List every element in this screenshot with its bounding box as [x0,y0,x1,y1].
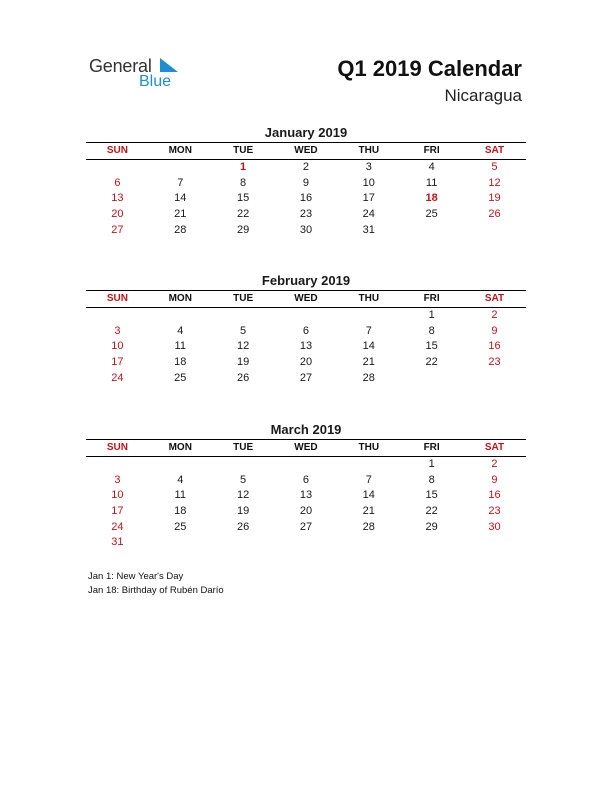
day-cell: 28 [362,371,375,384]
day-cell: 29 [236,223,250,236]
day-cell: 4 [177,324,184,337]
day-cell: 26 [236,520,250,533]
day-cell: 17 [111,505,124,518]
weekday-label: SUN [106,442,128,453]
day-cell: 21 [174,208,187,221]
weekday-label: WED [294,293,318,304]
day-cell: 1 [428,309,435,321]
week-row [86,504,526,520]
day-cell [275,535,338,551]
day-cell: 16 [299,192,313,205]
day-cell: 24 [362,208,375,221]
weekday-label: THU [358,293,380,304]
day-cell: 22 [425,505,438,518]
week-row [86,176,526,192]
day-cell: 5 [240,473,247,486]
day-cell: 1 [240,161,247,173]
day-cell: 6 [302,324,310,337]
day-cell [337,457,400,473]
week-row [86,160,526,176]
day-cell: 4 [177,473,184,486]
day-cell: 24 [111,520,124,533]
week-row [86,207,526,223]
week-row [86,339,526,355]
day-cell [400,535,463,551]
week-row [86,457,526,473]
day-cell: 19 [488,192,501,205]
day-cell: 20 [111,208,124,221]
day-cell: 25 [174,520,187,533]
day-cell [212,308,275,324]
day-cell [275,457,338,473]
day-cell: 17 [111,356,124,369]
day-cell: 7 [365,473,372,486]
logo-triangle-icon [160,58,178,72]
day-cell: 23 [299,208,313,221]
calendar-grid [86,290,526,386]
day-cell [212,457,275,473]
weekday-header [86,440,526,457]
holiday-notes [88,570,224,598]
week-row [86,371,526,387]
day-cell [463,223,526,239]
day-cell [400,223,463,239]
week-row [86,535,526,551]
day-cell: 20 [299,356,313,369]
month-january [86,124,526,238]
weekday-label: THU [358,442,380,453]
weekday-label: TUE [233,293,254,304]
day-cell [149,308,212,324]
day-cell: 2 [491,309,498,321]
day-cell: 28 [174,223,187,236]
week-row [86,191,526,207]
weekday-label: MON [168,442,192,453]
day-cell: 29 [425,520,438,533]
day-cell [463,371,526,387]
day-cell: 10 [111,489,124,502]
weekday-label: WED [294,442,318,453]
day-cell: 18 [174,505,187,518]
day-cell: 27 [299,371,313,384]
day-cell: 19 [236,505,250,518]
day-cell: 18 [174,356,187,369]
day-cell [212,535,275,551]
weekday-label: SUN [106,293,128,304]
day-cell: 10 [362,176,375,189]
day-cell [149,535,212,551]
weekday-label: THU [358,145,380,156]
week-row [86,324,526,340]
day-cell: 8 [240,176,247,189]
day-cell: 31 [111,536,124,549]
day-cell: 26 [488,208,501,221]
weekday-label: MON [168,145,192,156]
calendar-grid [86,439,526,551]
day-cell: 12 [236,489,250,502]
week-row [86,355,526,371]
weekday-header [86,143,526,160]
day-cell: 6 [114,176,121,189]
month-title: January 2019 [264,125,348,140]
day-cell [275,308,338,324]
day-cell [400,371,463,387]
day-cell: 23 [488,356,501,369]
day-cell: 21 [362,356,375,369]
day-cell: 12 [488,176,501,189]
day-cell [86,457,149,473]
day-cell: 8 [428,324,435,337]
day-cell: 9 [491,473,498,486]
calendar-grid [86,142,526,238]
day-cell: 13 [299,340,313,353]
day-cell [86,308,149,324]
weekday-label: FRI [423,442,440,453]
day-cell: 14 [362,489,375,502]
page-title: Q1 2019 Calendar [337,56,522,81]
holiday-note: Jan 1: New Year's Day [88,571,184,582]
week-row [86,488,526,504]
weekday-label: TUE [233,442,254,453]
day-cell: 18 [425,192,438,205]
logo-blue-text: Blue [139,73,172,90]
weekday-label: SAT [484,442,505,453]
day-cell: 3 [114,324,121,337]
day-cell: 15 [425,489,438,502]
day-cell: 28 [362,520,375,533]
day-cell: 21 [362,505,375,518]
day-cell: 9 [491,324,498,337]
month-title: February 2019 [261,273,351,288]
month-february [86,272,526,386]
day-cell: 14 [174,192,187,205]
day-cell: 14 [362,340,375,353]
day-cell: 25 [425,208,438,221]
day-cell: 30 [488,520,501,533]
day-cell [337,308,400,324]
day-cell: 15 [425,340,438,353]
day-cell: 17 [362,192,375,205]
day-cell: 31 [362,223,375,236]
day-cell: 3 [114,473,121,486]
day-cell: 13 [111,192,124,205]
holiday-note: Jan 18: Birthday of Rubén Darío [88,585,224,596]
day-cell: 5 [240,324,247,337]
weekday-label: SAT [484,293,505,304]
day-cell: 5 [491,161,498,173]
day-cell: 8 [428,473,435,486]
day-cell: 7 [365,324,372,337]
day-cell: 16 [488,489,501,502]
day-cell: 15 [236,192,250,205]
day-cell: 23 [488,505,501,518]
weekday-header [86,291,526,308]
logo-general-text: General [89,56,152,76]
day-cell: 20 [299,505,313,518]
day-cell: 22 [425,356,438,369]
week-row [86,520,526,536]
weekday-label: FRI [423,293,440,304]
week-row [86,308,526,324]
day-cell [86,160,149,176]
day-cell: 2 [302,161,310,173]
day-cell: 10 [111,340,124,353]
weekday-label: SUN [106,145,128,156]
weekday-label: WED [294,145,318,156]
day-cell: 4 [428,161,435,173]
week-row [86,223,526,239]
day-cell: 2 [491,458,498,470]
day-cell: 27 [299,520,313,533]
day-cell: 9 [302,176,310,189]
month-title: March 2019 [270,422,342,437]
day-cell: 11 [174,489,186,502]
day-cell [149,457,212,473]
month-march [86,421,526,551]
day-cell: 30 [299,223,313,236]
day-cell: 11 [174,340,186,353]
day-cell: 11 [425,176,438,189]
day-cell: 6 [302,473,310,486]
weekday-label: FRI [423,145,440,156]
weekday-label: TUE [233,145,254,156]
day-cell: 26 [236,371,250,384]
day-cell: 1 [428,458,435,470]
weekday-label: SAT [484,145,505,156]
day-cell: 24 [111,371,124,384]
day-cell: 12 [236,340,250,353]
day-cell: 7 [177,176,184,189]
week-row [86,473,526,489]
day-cell: 16 [488,340,501,353]
day-cell: 27 [111,223,124,236]
day-cell: 19 [236,356,250,369]
day-cell: 22 [236,208,250,221]
day-cell: 3 [365,161,372,173]
day-cell [337,535,400,551]
country-name: Nicaragua [444,86,522,105]
generalblue-logo [89,56,199,94]
weekday-label: MON [168,293,192,304]
day-cell: 25 [174,371,187,384]
day-cell [149,160,212,176]
day-cell: 13 [299,489,313,502]
day-cell [463,535,526,551]
